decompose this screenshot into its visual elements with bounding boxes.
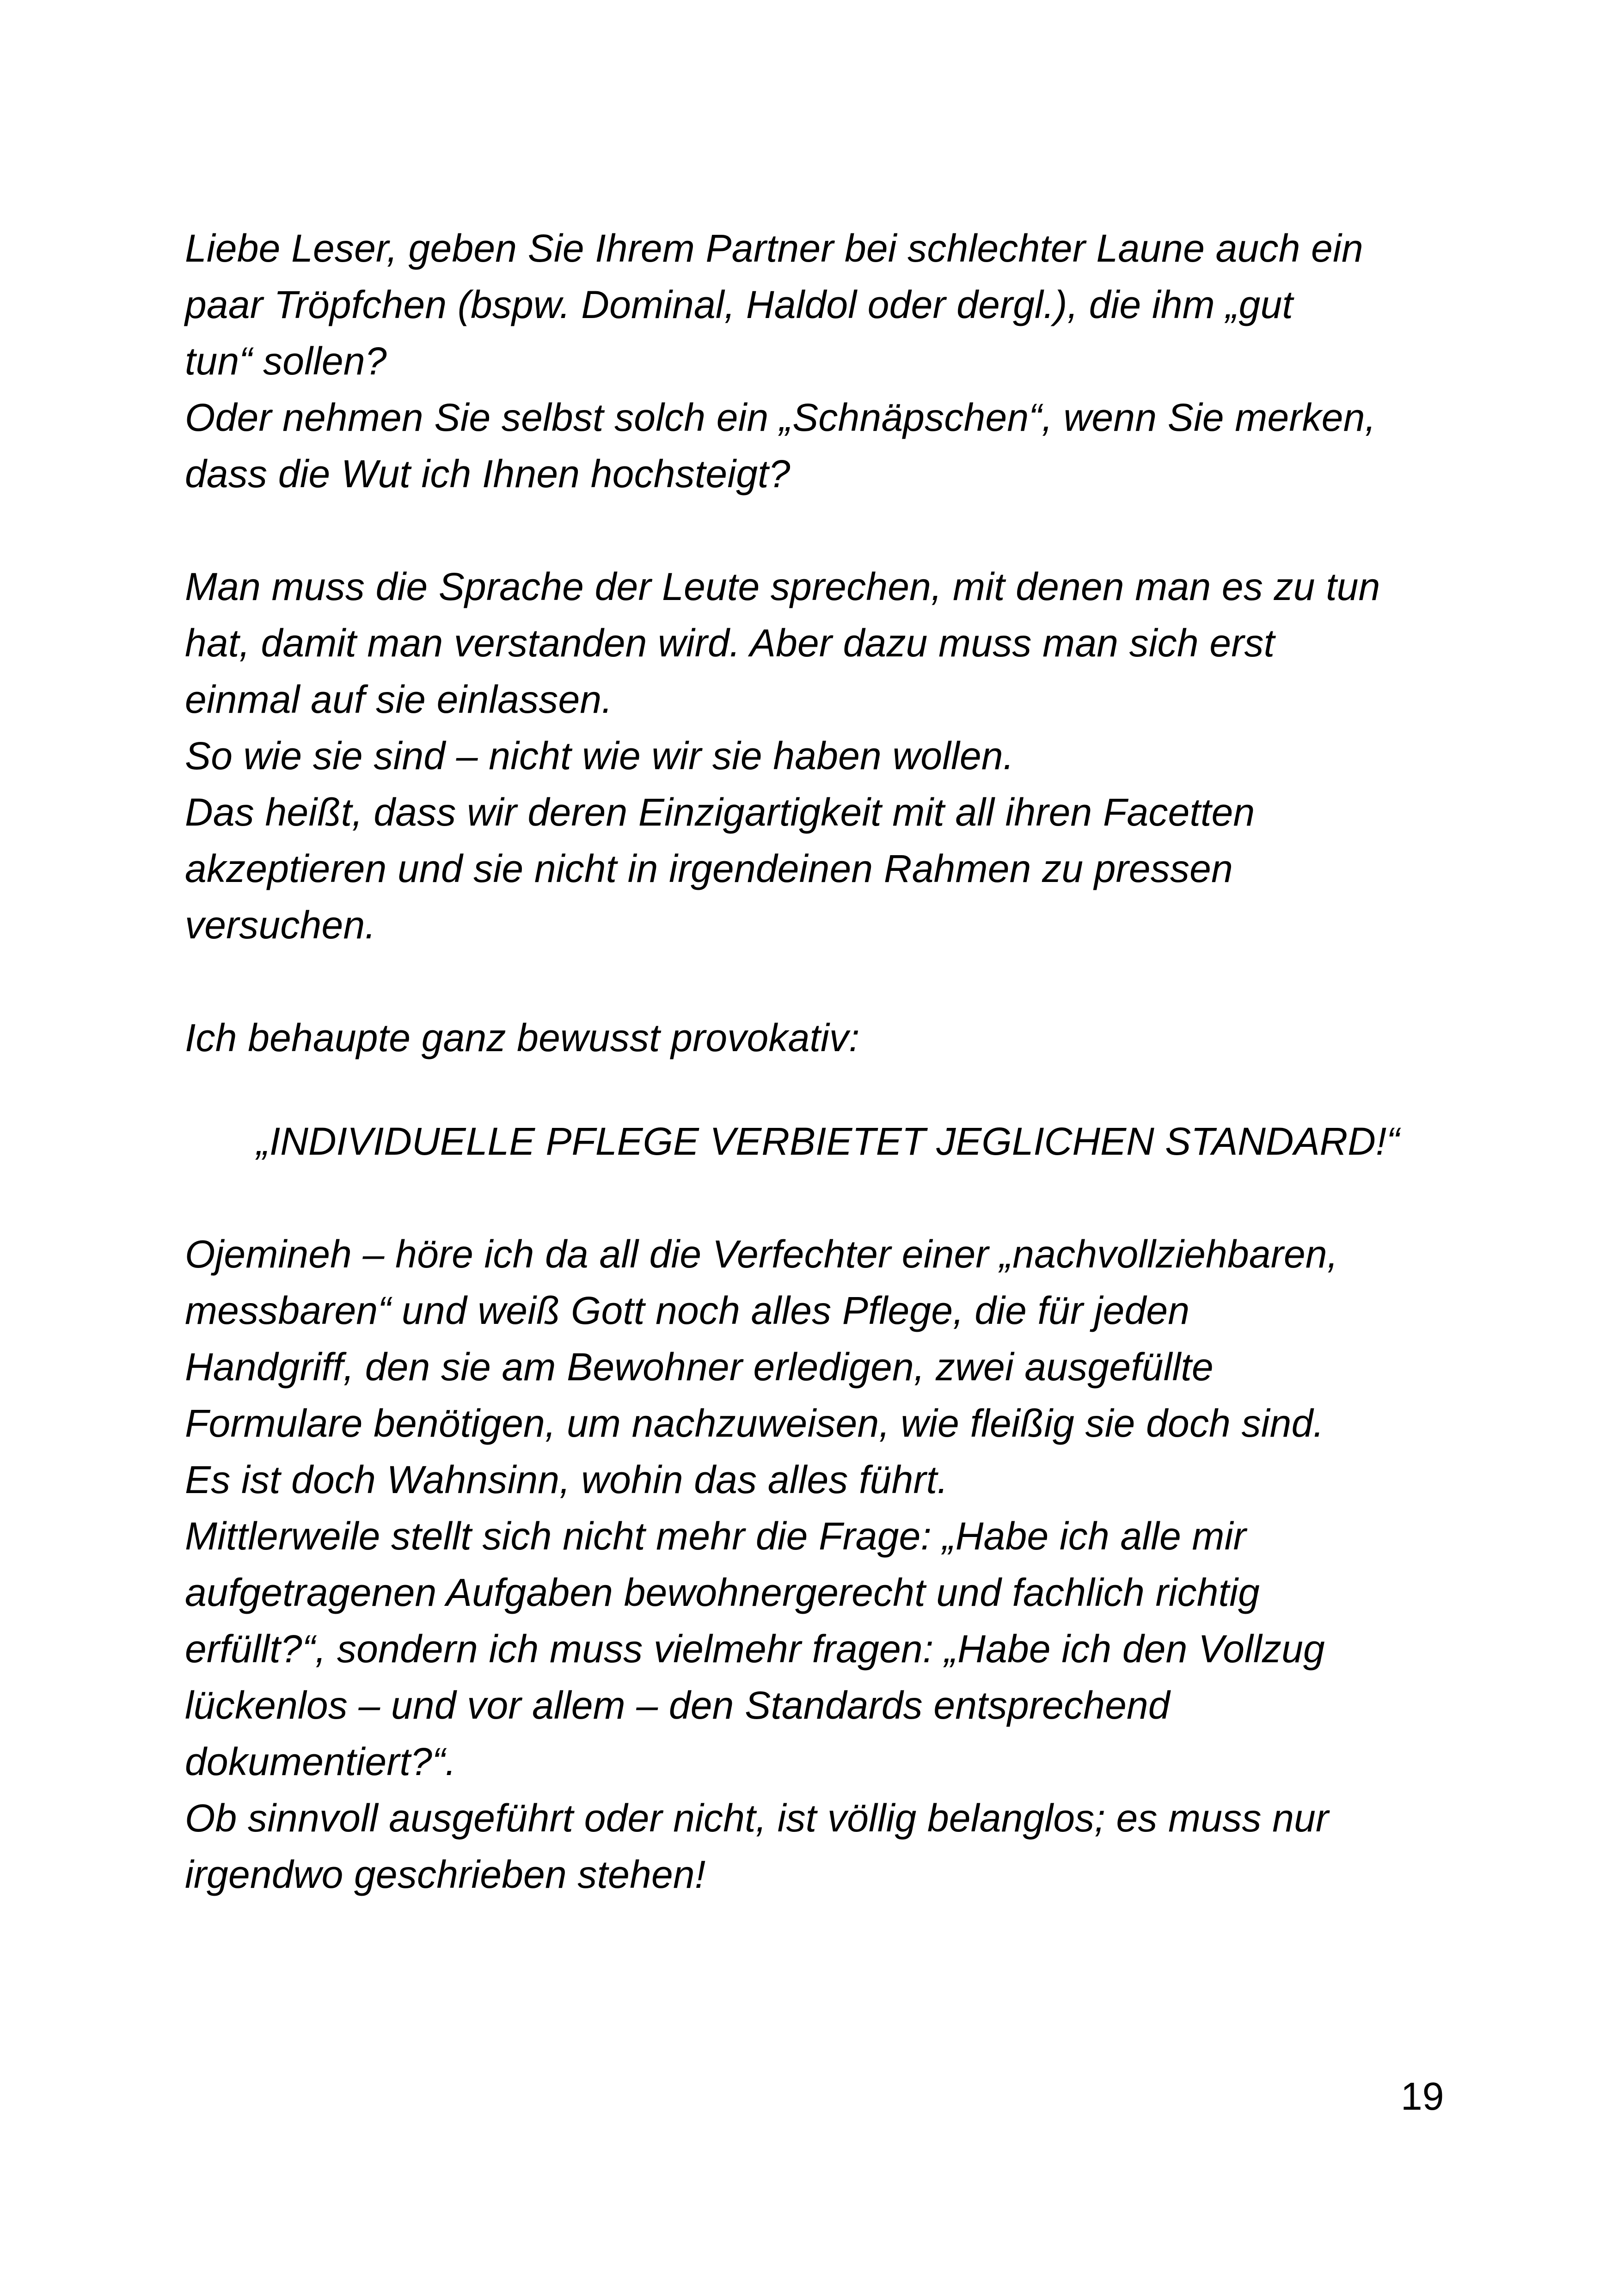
page-number: 19: [1401, 2075, 1444, 2118]
paragraph-2: [185, 558, 1470, 953]
text-line: erfüllt?“, sondern ich muss vielmehr fragen: „Habe ich den Vollzug: [185, 1627, 1325, 1671]
text-line: tun“ sollen?: [185, 339, 387, 383]
text-line: Das heißt, dass wir deren Einzigartigkeit mit all ihren Facetten: [185, 790, 1255, 834]
text-line: hat, damit man verstanden wird. Aber dazu muss man sich erst: [185, 621, 1275, 665]
text-line: dass die Wut ich Ihnen hochsteigt?: [185, 452, 791, 496]
text-line: paar Tröpfchen (bspw. Dominal, Haldol oder dergl.), die ihm „gut: [185, 283, 1293, 326]
text-line: Formulare benötigen, um nachzuweisen, wie fleißig sie doch sind.: [185, 1402, 1324, 1445]
text-line: dokumentiert?“.: [185, 1740, 456, 1783]
text-line: Liebe Leser, geben Sie Ihrem Partner bei schlechter Laune auch ein: [185, 227, 1363, 270]
text-line: irgendwo geschrieben stehen!: [185, 1853, 706, 1896]
text-line: Ob sinnvoll ausgeführt oder nicht, ist völlig belanglos; es muss nur: [185, 1796, 1329, 1840]
paragraph-3: [185, 1010, 1470, 1066]
paragraph-1: [185, 220, 1470, 502]
text-line: einmal auf sie einlassen.: [185, 678, 613, 721]
text-line: lückenlos – und vor allem – den Standards entsprechend: [185, 1684, 1170, 1727]
text-line: Es ist doch Wahnsinn, wohin das alles führt.: [185, 1458, 948, 1501]
text-line: So wie sie sind – nicht wie wir sie haben wollen.: [185, 734, 1014, 778]
text-line: Oder nehmen Sie selbst solch ein „Schnäpschen“, wenn Sie merken,: [185, 396, 1376, 439]
text-line: messbaren“ und weiß Gott noch alles Pflege, die für jeden: [185, 1289, 1190, 1332]
emphasized-quote: „INDIVIDUELLE PFLEGE VERBIETET JEGLICHEN STANDARD!“: [257, 1120, 1400, 1163]
text-line: Ojemineh – höre ich da all die Verfechter einer „nachvollziehbaren,: [185, 1232, 1338, 1276]
text-line: Ich behaupte ganz bewusst provokativ:: [185, 1016, 860, 1059]
text-line: versuchen.: [185, 903, 376, 947]
paragraph-4: [185, 1226, 1470, 1903]
text-line: Mittlerweile stellt sich nicht mehr die Frage: „Habe ich alle mir: [185, 1514, 1246, 1558]
text-line: akzeptieren und sie nicht in irgendeinen Rahmen zu pressen: [185, 847, 1233, 890]
text-line: Handgriff, den sie am Bewohner erledigen, zwei ausgefüllte: [185, 1345, 1214, 1389]
text-line: Man muss die Sprache der Leute sprechen, mit denen man es zu tun: [185, 565, 1380, 608]
text-line: aufgetragenen Aufgaben bewohnergerecht und fachlich richtig: [185, 1571, 1260, 1614]
